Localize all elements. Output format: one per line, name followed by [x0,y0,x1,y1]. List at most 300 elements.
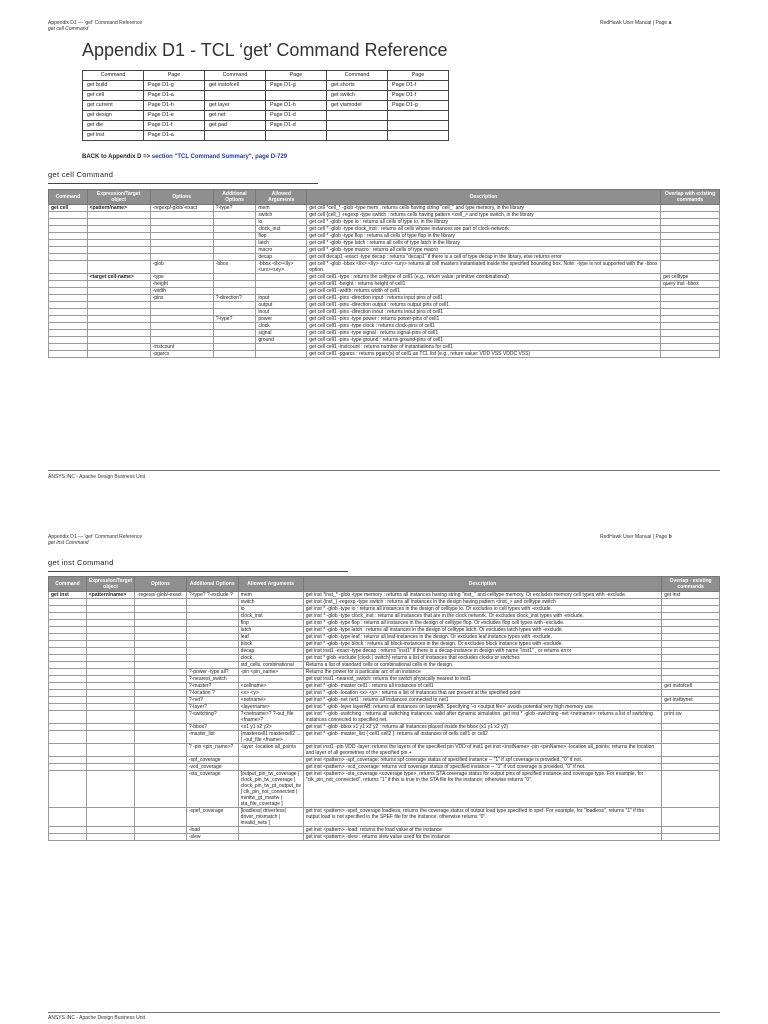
table-cell [150,219,213,226]
table-cell: leaf [238,634,303,641]
table-cell [49,274,88,281]
table-cell [135,764,187,771]
index-cell[interactable]: get switch [327,91,388,101]
table-cell [86,697,134,704]
table-row [49,655,720,662]
table-cell: output [256,302,307,309]
table-cell [49,731,87,744]
table-cell [49,226,88,233]
table-cell [662,808,720,827]
table-cell [213,233,256,240]
table-row [49,309,720,316]
index-cell [388,121,449,131]
table-cell [661,302,720,309]
table-row [49,592,720,599]
table-cell [661,288,720,295]
table-cell [86,704,134,711]
table-cell [150,323,213,330]
table-cell: flop [238,620,303,627]
table-row [49,323,720,330]
table-row [49,337,720,344]
table-cell [49,662,87,669]
column-header: Description [307,190,661,205]
table-cell [150,212,213,219]
index-cell[interactable]: get viamodel [327,101,388,111]
table-cell: mem [256,205,307,212]
footer-text: ANSYS INC - Apache Design Business Unit [48,1015,145,1021]
table-cell: ?-net? [186,697,238,704]
table-cell [150,240,213,247]
table-cell: get inst {inst_} -regexp -type switch : returns all instances in the design having pattern <inst_> and celltype switch [303,599,662,606]
table-cell: get inst * -glob -layer layerAB: returns all instances on layerAB. Specifying '-o <output file>' avoids potential very high memory use. [303,704,662,711]
table-cell: get inst * -glob -bbox x1 y1 x2 y2 : returns all instances placed inside the bbox (x1 y1 x2 y2) [303,724,662,731]
table-cell [86,648,134,655]
table-cell [150,316,213,323]
table-cell [135,613,187,620]
table-cell [661,254,720,261]
table-cell [87,337,150,344]
table-cell [49,247,88,254]
table-cell [135,683,187,690]
table-cell: -instcount [150,344,213,351]
table-cell [49,711,87,724]
table-cell [213,323,256,330]
index-header-cell: Command [83,71,144,81]
table-cell [213,212,256,219]
table-cell: ?-type? [213,205,256,212]
table-cell [186,662,238,669]
table-cell [135,648,187,655]
table-cell [87,247,150,254]
column-header: Additional Options [186,577,238,592]
index-cell: Page D1-g [388,101,449,111]
index-cell[interactable]: get net [205,111,266,121]
table-row [49,344,720,351]
table-row [49,212,720,219]
column-header: Expression/Target object [86,577,134,592]
get-inst-table [48,576,720,841]
column-header: Description [303,577,662,592]
index-cell[interactable]: get cell [83,91,144,101]
table-row [49,330,720,337]
table-row [49,613,720,620]
table-cell: get inst * glob -exclude {clock | switch} returns a list of instances that excludes clocks or switches [303,655,662,662]
header-title: Appendix D1 — 'get' Command Reference [48,534,143,540]
table-cell: get inst <pattern> -vcd_coverage: returns vcd coverage status of specified instance -- "1" if vcd coverage is provided, "0" if not. [303,764,662,771]
table-cell: get inst *inst_* -glob -type memory : returns all instances having string "inst_" and celltype memory. Or excludes memory cell types with -exclude. [303,592,662,599]
table-cell: inout [256,309,307,316]
section-underline [48,183,318,184]
table-cell: ground [256,337,307,344]
index-row [83,131,449,141]
table-cell [49,827,87,834]
index-cell[interactable]: get current [83,101,144,111]
table-cell [86,641,134,648]
table-cell [86,599,134,606]
table-row [49,226,720,233]
table-cell: get inst * -glob -master_list { cell1 cell2 }: returns all instances of cells cell1 or cell2 [303,731,662,744]
table-cell [662,620,720,627]
page-title: Appendix D1 - TCL ‘get’ Command Reference [82,40,448,60]
table-row [49,683,720,690]
table-cell [661,226,720,233]
table-row [49,274,720,281]
table-cell: -pins [150,295,213,302]
table-cell [238,764,303,771]
table-cell: get inst inst1 -exact -type decap : returns "inst1" if there is a decap-instance in design with name "inst1" , or returns error [303,648,662,655]
table-cell: <netname> [238,697,303,704]
header-subtitle: get cell Command [48,26,89,32]
table-row [49,599,720,606]
table-cell [86,731,134,744]
table-cell: print sw [662,711,720,724]
table-cell [86,606,134,613]
table-cell [49,261,88,274]
table-cell: get instofcell [662,683,720,690]
column-header: Options [150,190,213,205]
index-cell[interactable]: get pad [205,121,266,131]
table-row [49,697,720,704]
command-index-table [82,70,449,141]
index-header-cell: Page [266,71,327,81]
table-cell [135,606,187,613]
table-cell [238,676,303,683]
index-cell: Page D1-g [144,81,205,91]
table-cell: {mastercell1 mastercell2 ... } -out_file <fname> [238,731,303,744]
table-cell: <pattern/name> [86,592,134,599]
page-a-header-left [48,20,142,32]
table-cell [86,771,134,808]
table-cell [186,634,238,641]
table-cell: get instbynet [662,697,720,704]
table-row [49,606,720,613]
index-cell[interactable]: get layer [205,101,266,111]
index-header-cell: Page [388,71,449,81]
table-cell [661,261,720,274]
index-row [83,91,449,101]
index-cell: Page D1-f [388,91,449,101]
table-cell: get cell cell1 -pins -direction input : returns input pins of cell1 [307,295,661,302]
table-cell [661,323,720,330]
table-cell: macro [256,247,307,254]
footer-rule [48,1012,720,1013]
table-cell: block [238,641,303,648]
column-header: Allowed Arguments [238,577,303,592]
index-cell: Page D1-a [144,131,205,141]
index-cell[interactable]: get die [83,121,144,131]
table-row [49,295,720,302]
table-cell: get cell * -glob -bbox <llx> <lly> <urx> <ury> returns all cell masters instantiated inside the specified bounding box. Note: -type is not supported with the -bbox option. [307,261,661,274]
table-cell [238,757,303,764]
table-cell [662,655,720,662]
table-row [49,351,720,358]
table-cell [87,344,150,351]
table-cell: query inst -bbox [661,281,720,288]
index-header-cell: Command [205,71,266,81]
table-cell [49,212,88,219]
table-cell [135,641,187,648]
table-cell [213,247,256,254]
column-header: Command [49,577,87,592]
table-cell [86,620,134,627]
index-cell [327,111,388,121]
table-cell [661,219,720,226]
table-cell: <x> <y> [238,690,303,697]
table-cell [49,254,88,261]
table-cell [150,330,213,337]
table-cell: get cell cell1 -type : returns the celltype of cell1 (e.g., return value: primitive combinational) [307,274,661,281]
table-cell [661,240,720,247]
table-cell: Returns the power for a particular arc of an instance [303,669,662,676]
get-cell-table [48,189,720,358]
table-cell [213,302,256,309]
header-manual-label: RedHawk User Manual | Page [600,534,669,540]
table-cell [213,351,256,358]
table-cell [135,690,187,697]
header-title: Appendix D1 — 'get' Command Reference [48,20,143,26]
table-cell [213,337,256,344]
table-cell [186,655,238,662]
table-cell: io [238,606,303,613]
table-cell: ?-layer? [186,704,238,711]
table-cell: -pin <pin_name> [238,669,303,676]
table-row [49,288,720,295]
table-row [49,834,720,841]
index-cell [388,111,449,121]
index-cell [388,131,449,141]
table-cell [186,599,238,606]
table-cell [49,295,88,302]
index-cell[interactable]: get shorts [327,81,388,91]
table-cell [186,627,238,634]
table-cell: <layername> [238,704,303,711]
table-cell [87,226,150,233]
table-cell [256,281,307,288]
table-cell [135,744,187,757]
table-cell [49,834,87,841]
table-cell [49,704,87,711]
table-row [49,634,720,641]
table-cell: get inst * -glob -type block : returns all block-instances in the design. Or excludes block instance types with -exclude. [303,641,662,648]
table-cell [135,771,187,808]
table-cell: -bbox [213,261,256,274]
table-row [49,240,720,247]
table-cell: -regexp/-glob/-exact [150,205,213,212]
table-cell: <target cell-name> [87,274,150,281]
table-cell [135,808,187,827]
column-header: Expression/Target object [87,190,150,205]
table-row [49,627,720,634]
back-label: BACK to Appendix D => [82,154,152,160]
index-cell: Page D1-g [266,81,327,91]
table-cell [87,302,150,309]
table-cell [49,676,87,683]
table-cell [662,744,720,757]
table-cell: -regexp/-glob/-exact [135,592,187,599]
table-cell: get cell cell1 -pins -type clock : returns clock-pins of cell1 [307,323,661,330]
table-cell [186,606,238,613]
table-row [49,641,720,648]
table-cell: get inst <pattern> -spef_coverage loadless, returns the coverage status of output load type specified in spef. For example, for "loadless", returns "1" if the output load is not specified in the SPEF file for the instance; otherwise returns "0". [303,808,662,827]
table-cell [49,683,87,690]
table-cell [49,690,87,697]
table-row [49,233,720,240]
table-cell [213,254,256,261]
table-cell: Returns a list of standard cells or combinational cells in the design. [303,662,662,669]
table-cell [662,757,720,764]
table-row [49,662,720,669]
table-cell: get cell cell1 -pgarcs : returns pgarc(s) of cell1 as TCL list (e.g., return value: VDD VSS VDDC VSS) [307,351,661,358]
index-row [83,101,449,111]
index-cell [266,131,327,141]
table-cell [49,288,88,295]
table-cell [256,274,307,281]
table-cell [86,683,134,690]
table-cell: switch [238,599,303,606]
table-cell [135,655,187,662]
table-cell [213,330,256,337]
table-cell: -bbox <llx><lly><urx><ury> [256,261,307,274]
table-cell: input [256,295,307,302]
table-cell [662,641,720,648]
index-header-cell: Page [144,71,205,81]
column-header: Options [135,577,187,592]
table-cell [49,281,88,288]
index-cell: Page D1-d [266,121,327,131]
table-cell [49,330,88,337]
table-cell [49,627,87,634]
table-cell: get cell * -glob -type macro : returns all cells of type macro [307,247,661,254]
table-row [49,690,720,697]
table-row [49,771,720,808]
table-cell: get cell cell1 -pins -type signal : returns signal-pins of cell1 [307,330,661,337]
table-cell: ?-master? [186,683,238,690]
table-cell: get inst * -glob -net net1 : returns all instances connected to net1 [303,697,662,704]
table-row [49,302,720,309]
column-header: Overlap with existing commands [661,190,720,205]
table-cell: get cell * -glob -type io : returns all cells of type io, in the library [307,219,661,226]
table-cell [150,337,213,344]
table-cell [49,620,87,627]
table-cell [662,613,720,620]
table-cell [661,295,720,302]
index-header-cell: Command [327,71,388,81]
footer-text: ANSYS INC - Apache Design Business Unit [48,474,145,480]
table-cell: get inst inst1 -nearest_switch: returns the switch physically nearest to inst1 [303,676,662,683]
table-cell: get inst * -glob -type latch : returns all instances in the design of celltype latch. Or excludes latch types with -exclude. [303,627,662,634]
table-cell [49,233,88,240]
table-cell [49,641,87,648]
page-b-header-left [48,534,142,546]
index-cell: Page D1-h [144,101,205,111]
index-cell: Page D1-a [144,91,205,101]
table-cell: ?-switching? [186,711,238,724]
table-cell [86,627,134,634]
table-cell [135,697,187,704]
table-cell [662,690,720,697]
index-row [83,121,449,131]
table-cell: -height [150,281,213,288]
table-cell [213,226,256,233]
table-cell [661,247,720,254]
index-cell[interactable]: get build [83,81,144,91]
table-cell: io [256,219,307,226]
table-cell [213,288,256,295]
page-letter: a [668,20,672,26]
table-cell [87,281,150,288]
section-title-get-inst: get inst Command [48,558,114,567]
table-cell: latch [238,627,303,634]
table-cell [86,613,134,620]
table-cell [213,274,256,281]
table-cell: -master_list [186,731,238,744]
table-cell [87,309,150,316]
table-cell: get cell cell1 -pins -type ground : returns ground-pins of cell1 [307,337,661,344]
table-cell [662,627,720,634]
table-cell: get inst * -glob -type leaf : returns all leaf-instances in the design. Or excludes leaf instance types with -exclude. [303,634,662,641]
table-cell: ?-location ? [186,690,238,697]
table-cell [49,634,87,641]
table-cell [49,744,87,757]
table-cell: get inst * -glob -type flop : returns all instances in the design of celltype flop. Or excludes flop cell types with -exclude. [303,620,662,627]
table-cell [661,205,720,212]
table-cell [87,261,150,274]
table-cell: ?-type? ?-exclude ? [186,592,238,599]
table-row [49,711,720,724]
table-cell: -pgarcs [150,351,213,358]
table-cell [87,219,150,226]
table-cell [49,724,87,731]
table-cell: [output_pin_tw_coverage | clock_pin_tw_coverage | clock_pin_tw_pt_output_tw | clk_pin_not_connected | minttw_gt_maxtw | sta_file_coverage ] [238,771,303,808]
column-header: Additional Options [213,190,256,205]
back-section-link[interactable]: section "TCL Command Summary", page D-729 [151,154,288,160]
table-cell: -sta_coverage [186,771,238,808]
table-cell [662,599,720,606]
table-cell: decap [256,254,307,261]
table-cell [87,330,150,337]
table-cell [661,337,720,344]
index-cell[interactable]: get design [83,111,144,121]
table-cell [49,309,88,316]
column-header: Allowed Arguments [256,190,307,205]
table-cell [135,704,187,711]
table-row [49,247,720,254]
table-cell [87,323,150,330]
table-cell [87,351,150,358]
table-cell: get celltype [661,274,720,281]
table-cell [238,827,303,834]
table-row [49,757,720,764]
table-row [49,620,720,627]
index-cell[interactable]: get instofcell [205,81,266,91]
table-cell: get inst * -glob -type io : returns all instances in the design of celltype io. Or excludes io cell types with -exclude. [303,606,662,613]
table-cell: get cell * -glob -type clock_inst : returns all cells whose instances are part of clock-network [307,226,661,233]
table-cell [49,240,88,247]
table-cell [238,834,303,841]
index-cell[interactable]: get inst [83,131,144,141]
table-cell: clock_inst [238,613,303,620]
table-cell [662,704,720,711]
table-cell [150,226,213,233]
table-cell: -slew [186,834,238,841]
table-cell [661,330,720,337]
table-cell [661,233,720,240]
table-cell [150,302,213,309]
index-row [83,111,449,121]
section-underline [48,571,348,572]
table-cell: get inst <pattern> -spf_coverage: returns spf coverage status of specified instance -- "1" if spf coverage is provided, "0" if not. [303,757,662,764]
table-row [49,676,720,683]
